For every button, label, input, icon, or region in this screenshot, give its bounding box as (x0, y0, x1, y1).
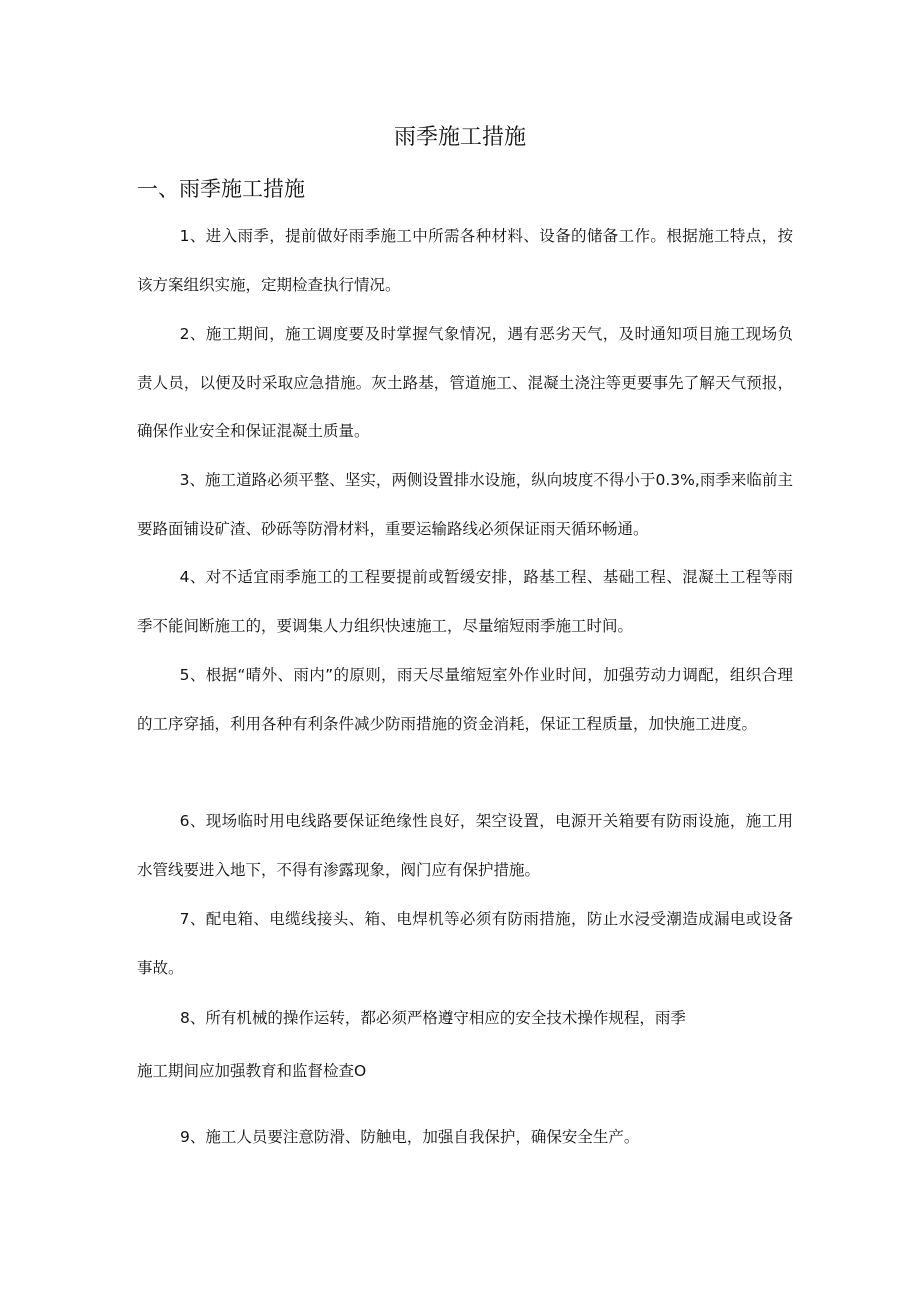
measure-item-8-line-1: 8、所有机械的操作运转，都必须严格遵守相应的安全技术操作规程，雨季 (180, 1009, 686, 1027)
document-title: 雨季施工措施 (393, 125, 526, 150)
measure-item-5: 5、根据“晴外、雨内”的原则，雨天尽量缩短室外作业时间，加强劳动力调配，组织合理的工序穿插，利用各种有利条件减少防雨措施的资金消耗，保证工程质量，加快施工进度。 (137, 666, 793, 733)
measure-item-8-line-2: 施工期间应加强教育和监督检查O (137, 1062, 367, 1080)
measure-item-9: 9、施工人员要注意防滑、防触电，加强自我保护，确保安全生产。 (180, 1128, 640, 1146)
measure-item-3: 3、施工道路必须平整、坚实，两侧设置排水设施，纵向坡度不得小于0.3%,雨季来临前主要路面铺设矿渣、砂砾等防滑材料，重要运输路线必须保证雨天循环畅通。 (137, 471, 793, 538)
measure-item-1: 1、进入雨季，提前做好雨季施工中所需各种材料、设备的储备工作。根据施工特点，按该方案组织实施，定期检查执行情况。 (137, 227, 793, 294)
measure-item-4: 4、对不适宜雨季施工的工程要提前或暂缓安排，路基工程、基础工程、混凝土工程等雨季不能间断施工的，要调集人力组织快速施工，尽量缩短雨季施工时间。 (137, 568, 793, 635)
section-heading: 一、雨季施工措施 (137, 177, 305, 201)
measure-item-7: 7、配电箱、电缆线接头、箱、电焊机等必须有防雨措施，防止水浸受潮造成漏电或设备事故。 (137, 910, 793, 977)
measure-item-6: 6、现场临时用电线路要保证绝缘性良好，架空设置，电源开关箱要有防雨设施，施工用水管线要进入地下，不得有渗露现象，阀门应有保护措施。 (137, 812, 793, 879)
measure-item-2: 2、施工期间，施工调度要及时掌握气象情况，遇有恶劣天气，及时通知项目施工现场负责人员，以便及时采取应急措施。灰土路基，管道施工、混凝土浇注等更要事先了解天气预报，确保作业安全和保证混凝土质量。 (137, 325, 793, 440)
